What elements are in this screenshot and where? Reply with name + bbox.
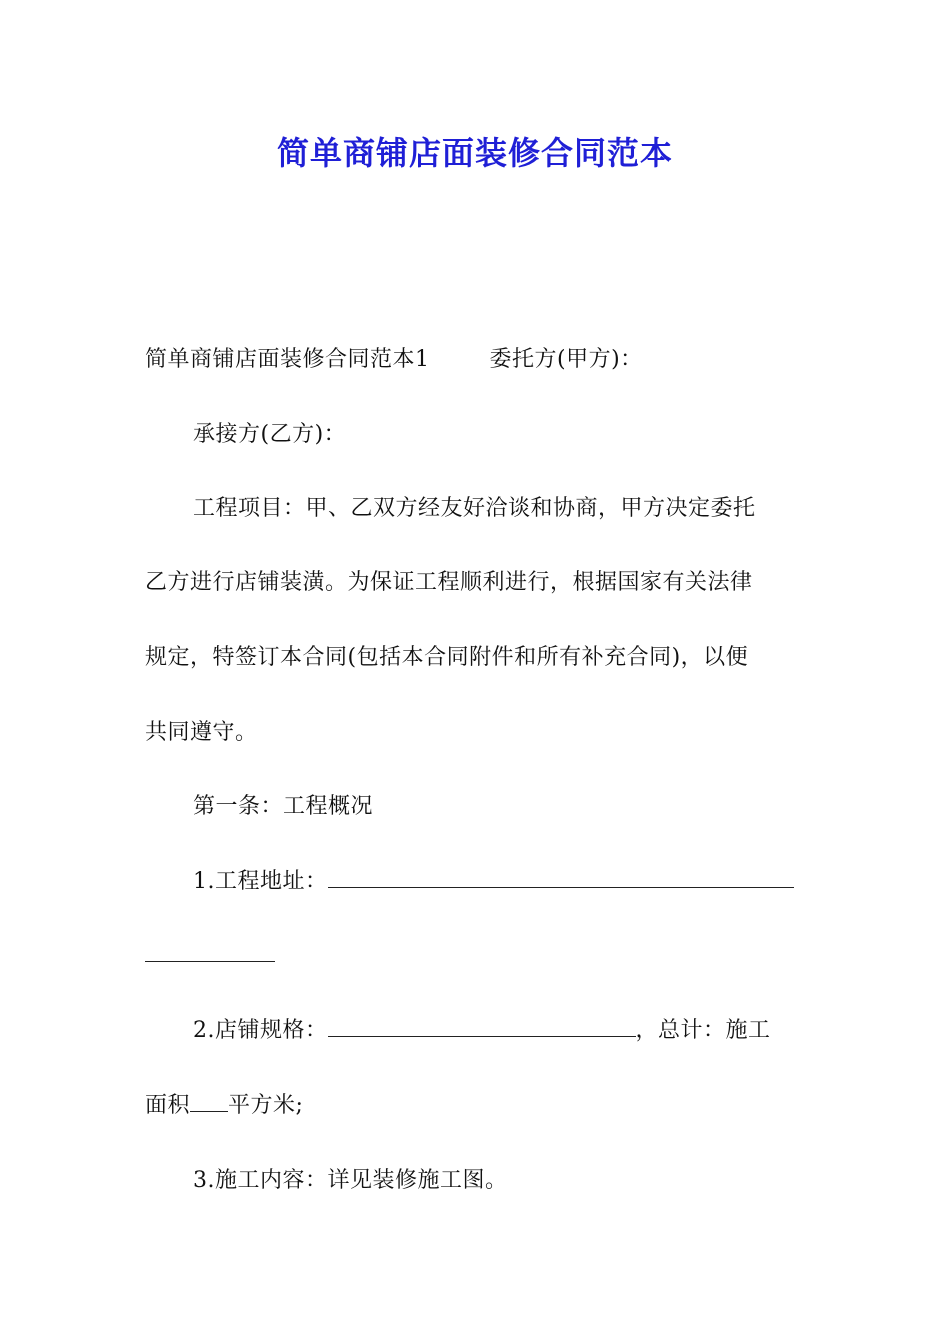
- document-title: 简单商铺店面装修合同范本: [276, 134, 673, 172]
- item1-line: [193, 867, 794, 897]
- item2-continuation: [145, 1091, 303, 1121]
- item2-tail: ，总计：施工: [635, 1018, 771, 1043]
- address-blank: [328, 869, 794, 888]
- project-line-3: 规定，特签订本合同(包括本合同附件和所有补充合同)，以便: [145, 645, 749, 670]
- area-blank: [190, 1093, 228, 1112]
- spec-blank: [328, 1018, 636, 1037]
- item3-line: 3.施工内容：详见装修施工图。: [193, 1168, 508, 1193]
- item1-label: 1.工程地址：: [193, 869, 328, 894]
- area-suffix: 平方米;: [228, 1093, 304, 1118]
- contract-subtitle: 简单商铺店面装修合同范本1: [145, 347, 430, 372]
- project-line-1: 工程项目：甲、乙双方经友好洽谈和协商，甲方决定委托: [193, 496, 756, 521]
- project-line-4: 共同遵守。: [145, 720, 258, 745]
- party-a-label: 委托方(甲方)：: [489, 347, 643, 372]
- heading-line: [145, 345, 643, 375]
- item2-line: [193, 1016, 771, 1046]
- area-prefix: 面积: [145, 1093, 191, 1118]
- project-line-2: 乙方进行店铺装潢。为保证工程顺利进行，根据国家有关法律: [145, 570, 753, 595]
- item2-label: 2.店铺规格：: [193, 1018, 328, 1043]
- item1-continuation: [145, 941, 275, 971]
- address-blank-continued: [145, 943, 275, 962]
- article1-heading: 第一条：工程概况: [193, 794, 374, 819]
- party-b-label: 承接方(乙方)：: [193, 422, 347, 447]
